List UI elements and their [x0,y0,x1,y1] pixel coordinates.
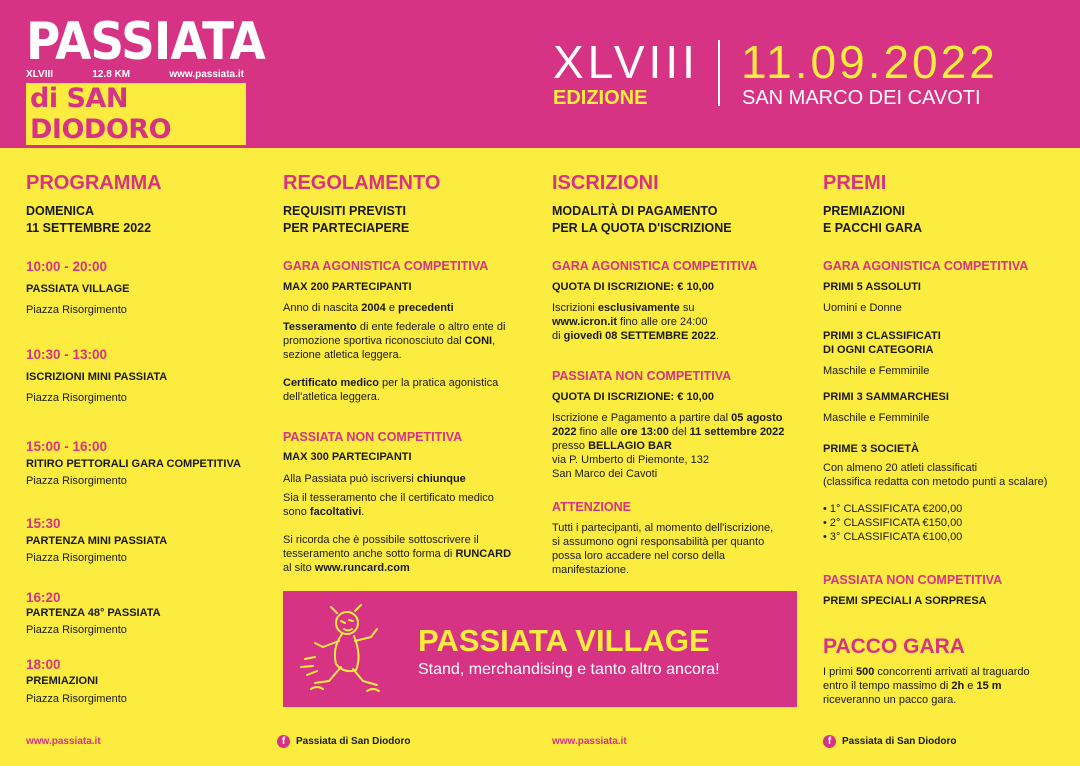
premi-assoluti-text: Uomini e Donne [823,302,902,314]
prize-item: • 2° CLASSIFICATA €150,00 [823,517,963,529]
schedule-time: 10:30 - 13:00 [26,347,108,362]
schedule-event: RITIRO PETTORALI GARA COMPETITIVA [26,458,241,470]
schedule-event: PREMIAZIONI [26,675,99,687]
schedule-event: PARTENZA MINI PASSIATA [26,535,168,547]
pacco-gara-title: PACCO GARA [823,635,965,658]
regolamento-noncomp-who: Alla Passiata può iscriversi chiunque [283,473,466,485]
regolamento-heading: REGOLAMENTO [283,172,441,194]
iscrizioni-heading: ISCRIZIONI [552,172,659,194]
header-divider [718,40,720,106]
schedule-event: ISCRIZIONI MINI PASSIATA [26,371,168,383]
regolamento-runcard: Si ricorda che è possibile sottoscrivere il tesseramento anche sotto forma di RUNCARD al sito www.runcard.com [283,534,512,574]
premi-sammarchesi-text: Maschile e Femminile [823,412,930,424]
logo-title: PASSIATA [26,12,265,72]
regolamento-noncomp-title: PASSIATA NON COMPETITIVA [283,430,463,444]
facebook-icon: f [277,735,290,748]
iscrizioni-subtitle-2: PER LA QUOTA D'ISCRIZIONE [552,221,732,235]
schedule-time: 10:00 - 20:00 [26,259,108,274]
facebook-label: Passiata di San Diodoro [842,736,957,747]
premi-subtitle [823,203,922,237]
premi-assoluti-title: PRIMI 5 ASSOLUTI [823,281,921,293]
iscrizioni-noncomp-title: PASSIATA NON COMPETITIVA [552,369,732,383]
premi-sammarchesi-title: PRIMI 3 SAMMARCHESI [823,391,949,403]
premi-subtitle-1: PREMIAZIONI [823,204,905,218]
attenzione-text: Tutti i partecipanti, al momento dell'iscrizione, si assumono ogni responsabilità per quanto possa loro accadere nel corso della manifestazione. [552,522,774,576]
facebook-label: Passiata di San Diodoro [296,736,411,747]
premi-categoria-text: Maschile e Femminile [823,365,930,377]
schedule-place: Piazza Risorgimento [26,552,127,564]
footer-site-link-2[interactable]: www.passiata.it [552,736,627,747]
village-title: PASSIATA VILLAGE [418,623,710,658]
premi-heading: PREMI [823,172,887,194]
schedule-item [26,657,127,706]
premi-prize-list [823,502,962,544]
logo [26,12,265,145]
schedule-item [26,590,161,637]
programma-subtitle-1: DOMENICA [26,204,95,218]
regolamento-comp-certificate: Certificato medico per la pratica agonistica dell'atletica leggera. [283,377,499,403]
iscrizioni-comp-text: Iscrizioni esclusivamente su www.icron.it fino alle ore 24:00 di giovedì 08 SETTEMBRE 2022. [552,302,719,342]
premi-societa-title: PRIME 3 SOCIETÀ [823,443,919,455]
regolamento-subtitle-2: PER PARTECIAPERE [283,221,410,235]
programma-subtitle [26,203,151,237]
footer-facebook-1[interactable] [277,735,410,748]
schedule-event: PARTENZA 48° PASSIATA [26,607,161,619]
prize-item: • 3° CLASSIFICATA €100,00 [823,531,963,543]
passiata-village-banner [283,591,797,707]
premi-categoria-title: PRIMI 3 CLASSIFICATI DI OGNI CATEGORIA [823,330,941,356]
schedule-place: Piazza Risorgimento [26,475,127,487]
facebook-icon: f [823,735,836,748]
schedule-time: 15:30 [26,516,61,531]
regolamento-subtitle-1: REQUISITI PREVISTI [283,204,406,218]
iscrizioni-subtitle-1: MODALITÀ DI PAGAMENTO [552,204,718,218]
attenzione-title: ATTENZIONE [552,500,631,514]
iscrizioni-comp-quota: QUOTA DI ISCRIZIONE: € 10,00 [552,281,714,293]
logo-site: www.passiata.it [169,69,244,80]
logo-edition: XLVIII [26,69,54,80]
premi-noncomp-title: PASSIATA NON COMPETITIVA [823,573,1003,587]
regolamento-subtitle [283,203,409,237]
schedule-time: 16:20 [26,590,61,605]
prize-item: • 1° CLASSIFICATA €200,00 [823,503,963,515]
premi-comp-title: GARA AGONISTICA COMPETITIVA [823,259,1029,273]
edition-label: EDIZIONE [553,87,648,109]
schedule-place: Piazza Risorgimento [26,693,127,705]
logo-saint: di SAN DIODORO [26,83,246,145]
iscrizioni-comp-title: GARA AGONISTICA COMPETITIVA [552,259,758,273]
footer-facebook-2[interactable] [823,735,956,748]
logo-km: 12.8 KM [92,69,131,80]
regolamento-comp-membership: Tesseramento di ente federale o altro ente di promozione sportiva riconosciuto dal CONI, sezione atletica leggera. [283,321,506,361]
schedule-place: Piazza Risorgimento [26,392,127,404]
programma-subtitle-2: 11 SETTEMBRE 2022 [26,221,152,235]
schedule-time: 15:00 - 16:00 [26,439,108,454]
pacco-gara-text: I primi 500 concorrenti arrivati al traguardo entro il tempo massimo di 2h e 15 m riceveranno un pacco gara. [823,666,1030,706]
regolamento-noncomp-optional: Sia il tesseramento che il certificato medico sono facoltativi. [283,492,494,518]
schedule-time: 18:00 [26,657,61,672]
schedule-event: PASSIATA VILLAGE [26,283,130,295]
edition-number: XLVIII [553,36,699,88]
regolamento-comp-max: MAX 200 PARTECIPANTI [283,281,412,293]
regolamento-noncomp-max: MAX 300 PARTECIPANTI [283,451,412,463]
schedule-item [26,516,167,565]
iscrizioni-subtitle [552,203,732,237]
regolamento-comp-birth: Anno di nascita 2004 e precedenti [283,302,454,314]
schedule-item [26,259,130,317]
iscrizioni-noncomp-text: Iscrizione e Pagamento a partire dal 05 agosto 2022 fino alle ore 13:00 del 11 settembre 2022 presso BELLAGIO BAR via P. Umberto di Piemonte, 132 San Marco dei Cavoti [552,412,785,480]
village-subtitle: Stand, merchandising e tanto altro ancora! [418,661,720,678]
premi-societa-text: Con almeno 20 atleti classificati (classifica redatta con metodo punti a scalare) [823,462,1048,488]
schedule-item [26,439,241,488]
schedule-item [26,347,167,405]
regolamento-comp-title: GARA AGONISTICA COMPETITIVA [283,259,489,273]
iscrizioni-noncomp-quota: QUOTA DI ISCRIZIONE: € 10,00 [552,391,714,403]
event-place: SAN MARCO DEI CAVOTI [742,87,981,109]
runner-mascot-icon [297,601,389,697]
header-banner [0,0,1080,148]
premi-subtitle-2: E PACCHI GARA [823,221,923,235]
event-date: 11.09.2022 [741,36,998,88]
premi-noncomp-text: PREMI SPECIALI A SORPRESA [823,595,987,607]
footer-site-link-1[interactable]: www.passiata.it [26,736,101,747]
schedule-place: Piazza Risorgimento [26,624,127,636]
schedule-place: Piazza Risorgimento [26,304,127,316]
programma-heading: PROGRAMMA [26,172,162,194]
